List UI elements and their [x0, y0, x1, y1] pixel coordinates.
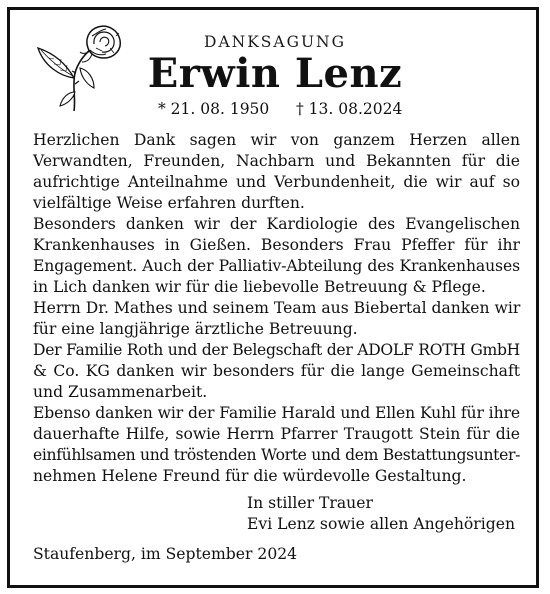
body-line: Herrn Dr. Mathes und seinem Team aus Biebertal danken wir	[33, 299, 521, 317]
body-line: & Co. KG danken wir besonders für die lange Gemeinschaft	[33, 362, 520, 380]
body-line: und Zusammenarbeit.	[33, 383, 208, 401]
body-line: in Lich danken wir für die liebevolle Betreuung & Pflege.	[33, 278, 486, 296]
notice-heading: DANKSAGUNG	[204, 33, 346, 51]
thanks-text	[33, 130, 520, 487]
body-line: vielfältige Weise erfahren durften.	[33, 194, 305, 212]
body-line: dauerhafte Hilfe, sowie Herrn Pfarrer Traugott Stein für die	[33, 425, 520, 443]
body-line: nehmen Helene Freund für die würdevolle Gestaltung.	[33, 467, 467, 485]
place-date: Staufenberg, im September 2024	[33, 545, 298, 563]
body-line: Engagement. Auch der Palliativ-Abteilung des Krankenhauses	[33, 257, 520, 275]
body-line: Besonders danken wir der Kardiologie des Evangelischen	[33, 215, 520, 233]
body-line: Ebenso danken wir der Familie Harald und Ellen Kuhl für ihre	[33, 404, 520, 422]
body-line: für eine langjährige ärztliche Betreuung.	[33, 320, 358, 338]
body-line: einfühlsamen und tröstenden Worte und dem Bestattungsunter-	[33, 446, 520, 464]
signature-block	[247, 493, 515, 535]
body-line: aufrichtige Anteilnahme und Verbundenheit, die wir auf so	[33, 173, 520, 191]
body-line: Krankenhauses in Gießen. Besonders Frau Pfeffer für ihr	[33, 236, 520, 254]
sign-line-trauer: In stiller Trauer	[247, 494, 373, 512]
body-line: Herzlichen Dank sagen wir von ganzem Herzen allen	[33, 131, 520, 149]
birth-date: * 21. 08. 1950	[158, 100, 270, 118]
body-line: Der Familie Roth und der Belegschaft der ADOLF ROTH GmbH	[33, 341, 520, 359]
sign-line-family: Evi Lenz sowie allen Angehörigen	[247, 515, 515, 533]
deceased-name: Erwin Lenz	[147, 50, 403, 97]
death-date: † 13. 08.2024	[296, 100, 403, 118]
body-line: Verwandten, Freunden, Nachbarn und Bekannten für die	[33, 152, 520, 170]
